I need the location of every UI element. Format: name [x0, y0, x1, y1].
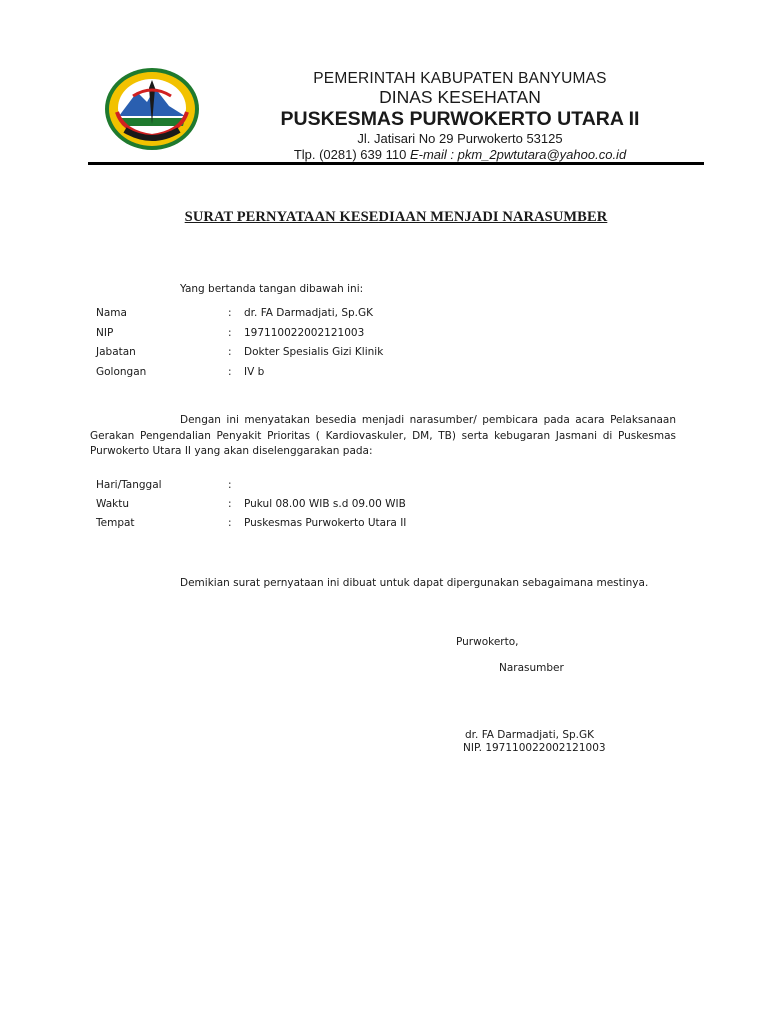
identity-value: Dokter Spesialis Gizi Klinik	[244, 346, 384, 358]
address: Jl. Jatisari No 29 Purwokerto 53125	[357, 131, 563, 146]
identity-label: Nama	[96, 307, 127, 319]
signature-role: Narasumber	[499, 662, 564, 674]
identity-colon: :	[228, 346, 232, 358]
identity-label: Jabatan	[96, 346, 136, 358]
signatory-name: dr. FA Darmadjati, Sp.GK	[465, 729, 595, 741]
identity-label: NIP	[96, 327, 114, 339]
government-name: PEMERINTAH KABUPATEN BANYUMAS	[313, 70, 607, 87]
identity-colon: :	[228, 307, 232, 319]
contact-line	[200, 147, 720, 163]
institution-name: PUSKESMAS PURWOKERTO UTARA II	[280, 108, 640, 130]
banyumas-logo	[103, 66, 201, 152]
event-value: Pukul 08.00 WIB s.d 09.00 WIB	[244, 498, 406, 510]
event-colon: :	[228, 517, 232, 529]
identity-label: Golongan	[96, 366, 147, 378]
agency-name: DINAS KESEHATAN	[379, 87, 541, 107]
event-colon: :	[228, 498, 232, 510]
event-label: Tempat	[96, 517, 135, 529]
event-label: Waktu	[96, 498, 129, 510]
identity-value: IV b	[244, 366, 265, 378]
phone: Tlp. (0281) 639 110	[293, 147, 407, 162]
identity-value: dr. FA Darmadjati, Sp.GK	[244, 307, 374, 319]
signature-place: Purwokerto,	[456, 636, 519, 648]
event-value: Puskesmas Purwokerto Utara II	[244, 517, 407, 529]
email: E-mail : pkm_2pwtutara@yahoo.co.id	[409, 147, 627, 162]
event-colon: :	[228, 479, 232, 491]
identity-colon: :	[228, 366, 232, 378]
statement-paragraph	[90, 413, 676, 460]
identity-value: 197110022002121003	[244, 327, 365, 339]
intro-text: Yang bertanda tangan dibawah ini:	[180, 283, 364, 295]
event-label: Hari/Tanggal	[96, 479, 162, 491]
signatory-nip: NIP. 197110022002121003	[463, 742, 606, 754]
letterhead	[200, 70, 720, 163]
letterhead-rule	[88, 162, 704, 165]
closing-text: Demikian surat pernyataan ini dibuat untuk dapat dipergunakan sebagaimana mestinya.	[180, 577, 649, 589]
document-title: SURAT PERNYATAAN KESEDIAAN MENJADI NARASUMBER	[184, 209, 608, 225]
statement-text: Dengan ini menyatakan besedia menjadi narasumber/ pembicara pada acara Pelaksanaan Gerakan Pengendalian Penyakit Prioritas ( Kardiovaskuler, DM, TB) serta kebugaran Jasmani di Puskesmas Purwokerto Utara II yang akan diselenggarakan pada:	[90, 414, 676, 457]
identity-colon: :	[228, 327, 232, 339]
